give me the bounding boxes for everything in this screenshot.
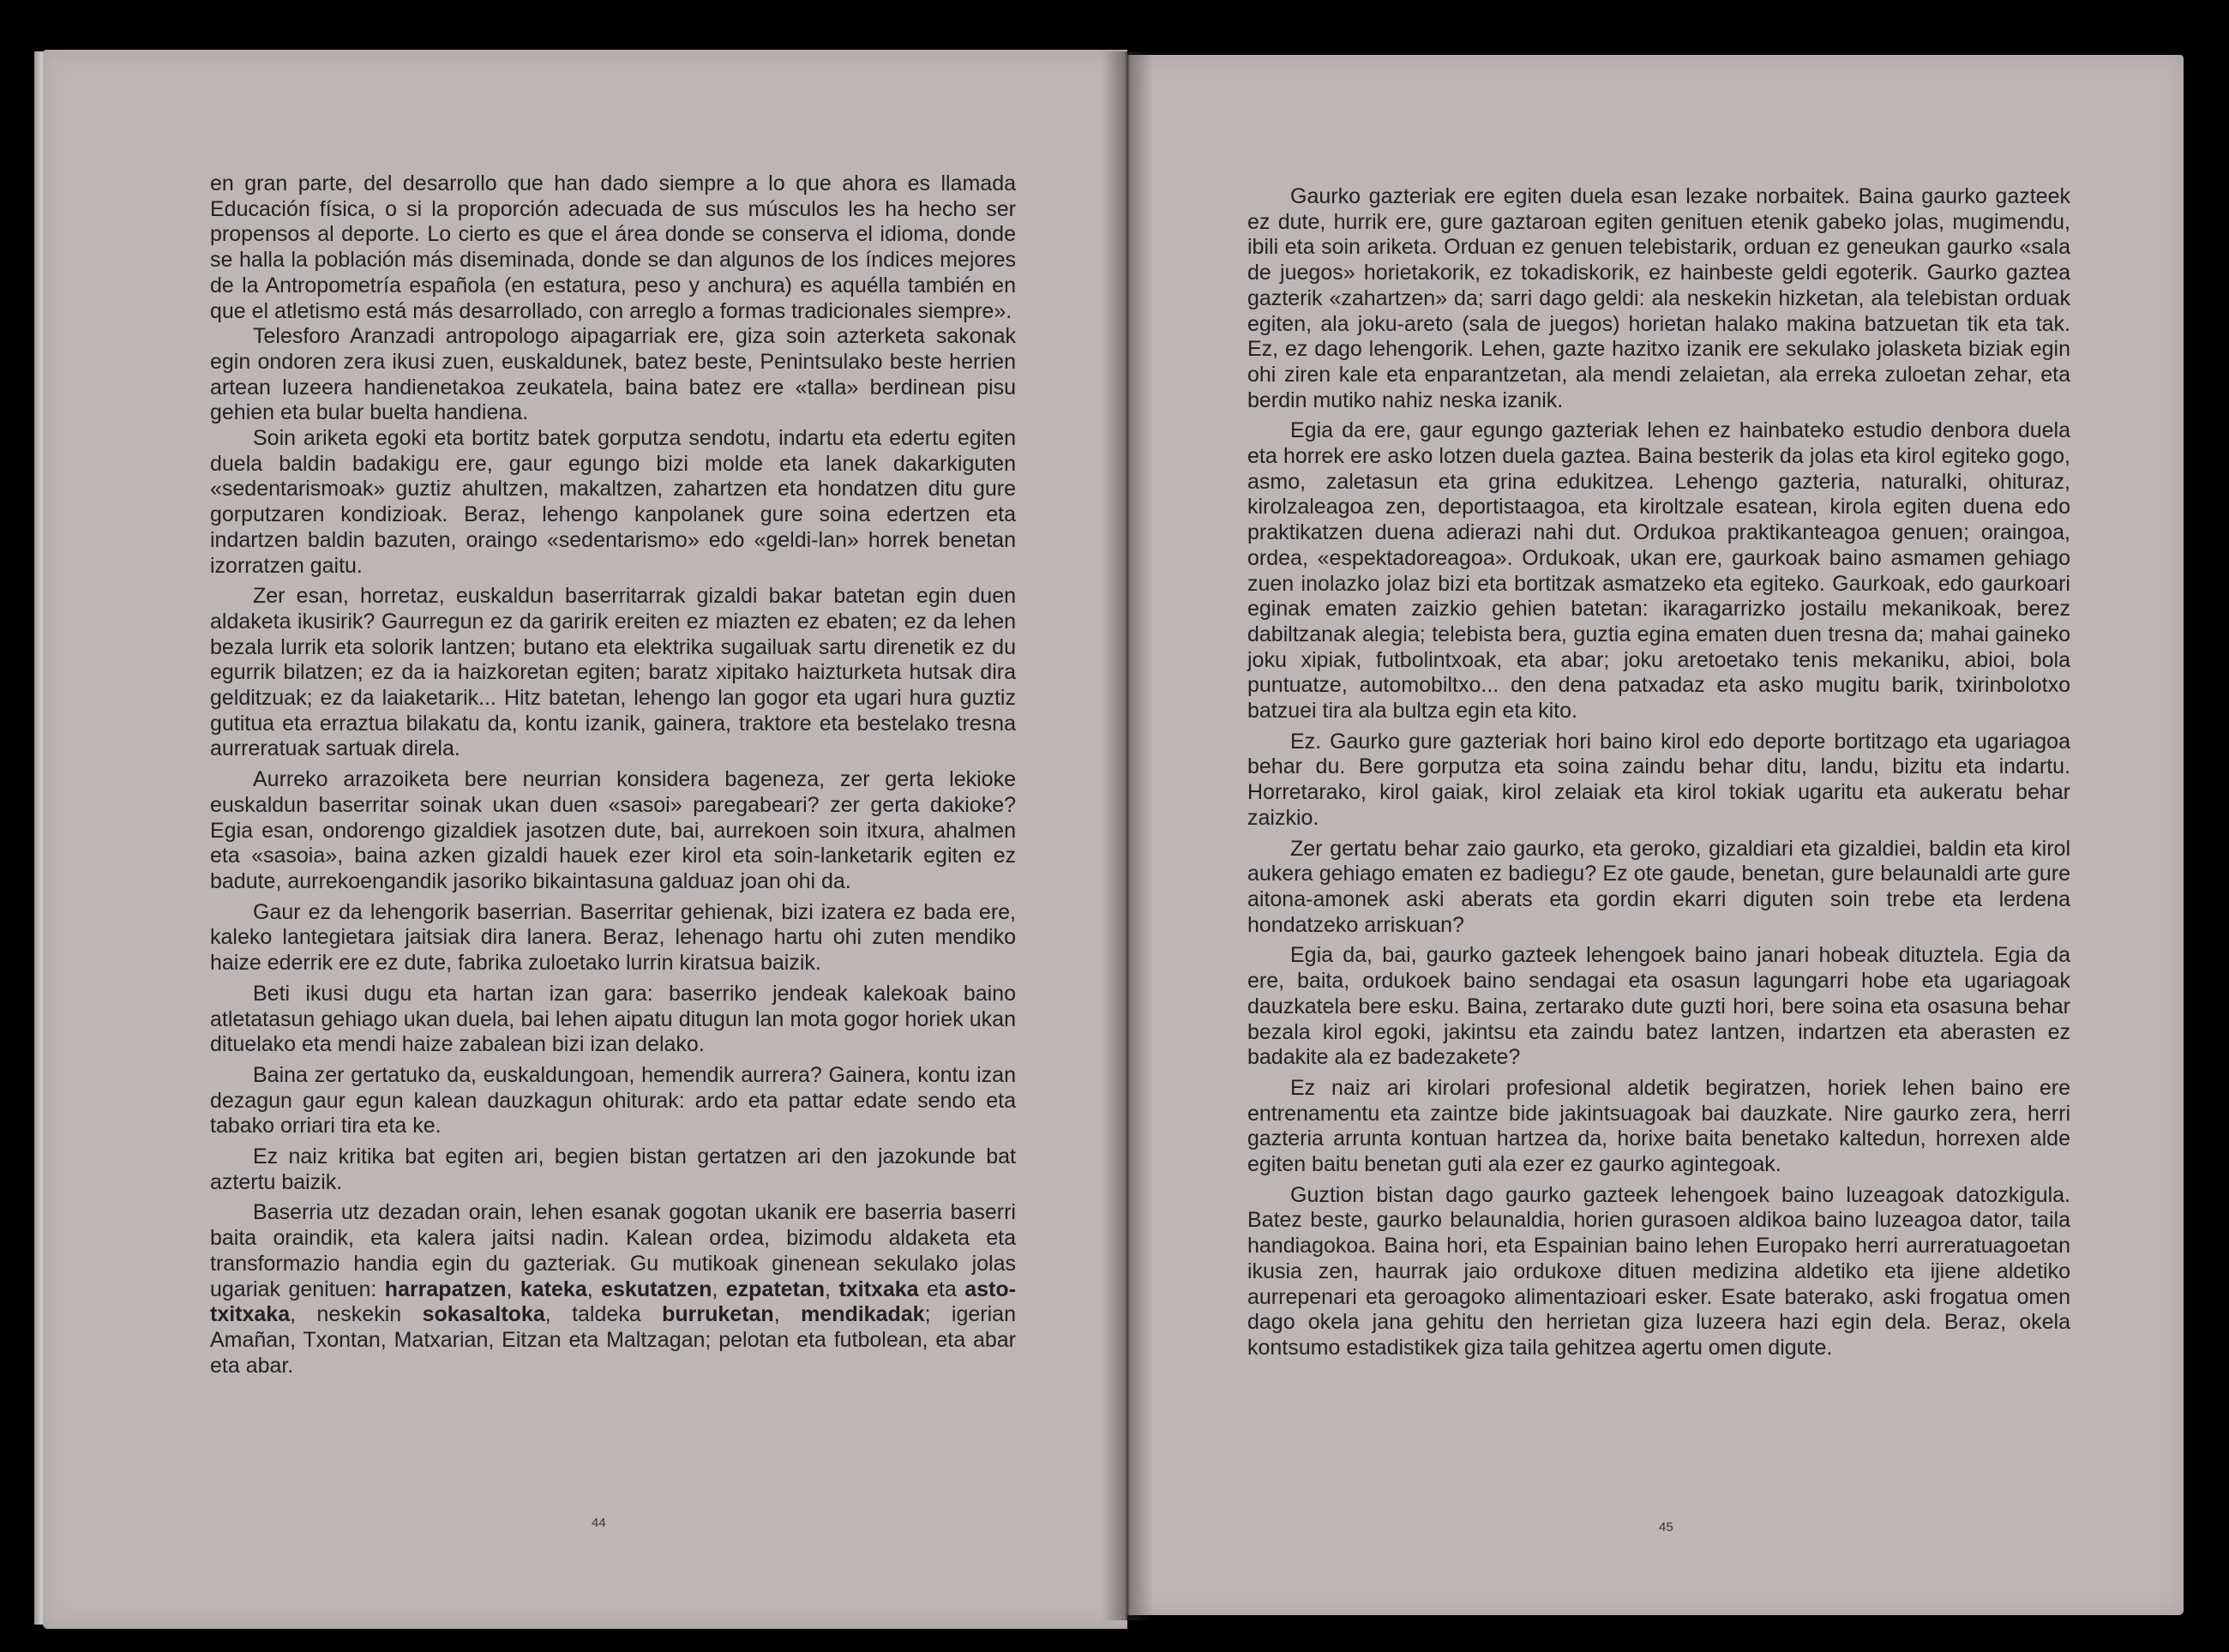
- game-name: kateka: [520, 1277, 587, 1301]
- paragraph: Zer gertatu behar zaio gaurko, eta geroko, gizaldiari eta gizaldiei, baldin eta kirol aukera gehiago ematen ez badiegu? Ez ote gaude, benetan, gure belaunaldi arte gure aitona-amonek aski aberats eta gordin ekarri diguten soin trebe eta lerdena hondatzeko arriskuan?: [1247, 836, 2070, 937]
- right-page-text: [1247, 184, 2070, 1367]
- paragraph: en gran parte, del desarrollo que han dado siempre a lo que ahora es llamada Educación física, o si la proporción adecuada de sus músculos les ha hecho ser propensos al deporte. Lo cierto es que el área donde se conserva el idioma, donde se halla la población más diseminada, donde se dan algunos de los índices mejores de la Antropometría española (en estatura, peso y anchura) es aquélla también en que el atletismo está más desarrollado, con arreglo a formas tradicionales siempre».: [210, 171, 1016, 323]
- paragraph: [210, 1200, 1016, 1379]
- paragraph: Guztion bistan dago gaurko gazteek lehengoek baino luzeagoak datozkigula. Batez beste, gaurko belaunaldia, horien gurasoen aldikoa baino luzeagoa dator, taila handiagokoa. Baina hori, eta Espainian baino lehen Europako herri aurreratuagoetan ikusia zen, haurrak jaio ordukoxe dituen medizina aldetiko eta ijiene aldetiko aurrepenari eta geroagoko alimentazioari esker. Esate baterako, aski frogatua omen dago okela jana gehitu den herrietan giza luzeera hazi egin dela. Beraz, okela kontsumo estadistikek giza taila gehitzea agertu omen digute.: [1247, 1182, 2070, 1360]
- game-name: eskutatzen: [601, 1277, 712, 1301]
- book-gutter: [1102, 51, 1153, 1620]
- paragraph: Ez. Gaurko gure gazteriak hori baino kirol edo deporte bortitzago eta ugariagoa behar du. Bere gorputza eta soina zaindu behar ditu, landu, bizitu eta indartu. Horretarako, kirol gaiak, kirol zelaiak eta kirol tokiak ugaritu eta aukeratu behar zaizkio.: [1247, 729, 2070, 830]
- game-name: ezpatetan: [725, 1277, 826, 1301]
- paragraph-text: Baserria utz dezadan orain, lehen esanak gogotan ukanik ere baserria baserri baita oraindik, eta kalera jaitsi nadin. Kalean ordea, bizimodu aldaketa eta transformazio handia egin du gazteriak. Gu mutikoak ginenean sekulako jolas ugariak genituen:: [210, 1200, 1016, 1301]
- game-name: burruketan: [662, 1302, 774, 1327]
- game-name: txitxaka: [838, 1277, 919, 1301]
- separator: ,: [712, 1277, 726, 1301]
- separator: ,: [586, 1277, 602, 1301]
- paragraph: Egia da, bai, gaurko gazteek lehengoek baino janari hobeak dituztela. Egia da ere, baita, ordukoek baino sendagai eta osasun lagungarri hobe eta ugariagoak dauzkatela bere esku. Baina, zertarako dute guzti hori, bere soina eta osasuna behar bezala kirol egoki, jakintsu eta zaindu batez lantzen, indartzen eta aberasten ez badakite ala ez badezakete?: [1247, 943, 2070, 1070]
- separator: ,: [825, 1277, 839, 1301]
- paragraph: Gaur ez da lehengorik baserrian. Baserritar gehienak, bizi izatera ez bada ere, kaleko lantegietara jaitsiak dira lanera. Beraz, lehenago hartu ohi zuten mendiko haize ederrik ere ez dute, fabrika zuloetako lurrin kiratsua baizik.: [210, 899, 1016, 976]
- paragraph: Ez naiz ari kirolari profesional aldetik begiratzen, horiek lehen baino ere entrenamentu eta zaintze bide jakintsuagoak bai dauzkate. Nire gaurko zera, herri gazteria arrunta kontuan hartzea da, horixe baita benetako kaltedun, horrexen alde egiten baitu benetan guti ala ezer ez gaurko agintegoak.: [1247, 1075, 2070, 1177]
- paragraph: Soin ariketa egoki eta bortitz batek gorputza sendotu, indartu eta edertu egiten duela baldin badakigu ere, gaur egungo bizi molde eta lanek dakarkiguten «sedentarismoak» guztiz ahultzen, makaltzen, zahartzen eta hondatzen ditu gure gorputzaren kondizioak. Beraz, lehengo kanpolanek gure soina edertzen eta indartzen baldin bazuten, oraingo «sedentarismo» edo «geldi-lan» horrek benetan izorratzen gaitu.: [210, 426, 1016, 578]
- separator: , neskekin: [290, 1302, 423, 1327]
- paragraph: Aurreko arrazoiketa bere neurrian konsidera bageneza, zer gerta lekioke euskaldun baserritar soinak ukan duen «sasoi» paregabeari? zer gerta dakioke? Egia esan, ondorengo gizaldiek jasotzen dute, bai, aurrekoen soin itxura, ahalmen eta «sasoia», baina azken gizaldi hauek ezer kirol eta soin-lanketarik egiten ez badute, aurrekoengandik jasoriko bikaintasuna galduaz joan ohi da.: [210, 767, 1016, 893]
- paragraph-text: ; igerian Amañan, Txontan, Matxarian, Eitzan eta Maltzagan; pelotan eta futbolean, eta abar eta abar.: [210, 1302, 1016, 1378]
- paragraph: Gaurko gazteriak ere egiten duela esan lezake norbaitek. Baina gaurko gazteek ez dute, hurrik ere, gure gaztaroan egiten genituen etenik gabeko jolas, mugimendu, ibili eta soin ariketa. Orduan ez genuen telebistarik, orduan ez geneukan gaurko «sala de juegos» horietakorik, ez tokadiskorik, ez hainbeste geldi egoterik. Gaurko gaztea gazterik «zahartzen» da; sarri dago geldi: ala neskekin hizketan, ala telebistan orduak egiten, ala joku-areto (sala de juegos) horietan halako makina batzuetan tik eta tak. Ez, ez dago lehengorik. Lehen, gazte hazitxo izanik ere sekulako jolasketa biziak egin ohi ziren kale eta enparantzetan, ala mendi zelaietan, ala erreka zuloetan zehar, eta berdin mutiko nahiz neska izanik.: [1247, 184, 2070, 412]
- paragraph: Ez naiz kritika bat egiten ari, begien bistan gertatzen ari den jazokunde bat aztertu baizik.: [210, 1144, 1016, 1194]
- game-name: harrapatzen: [384, 1277, 507, 1301]
- paragraph: Baina zer gertatuko da, euskaldungoan, hemendik aurrera? Gainera, kontu izan dezagun gaur egun kalean dauzkagun ohiturak: ardo eta pattar edate sendo eta tabako orriari tira eta ke.: [210, 1062, 1016, 1138]
- paragraph: Egia da ere, gaur egungo gazteriak lehen ez hainbateko estudio denbora duela eta horrek ere asko lotzen duela gaztea. Baina besterik da jolas eta kirol egiteko gogo, asmo, zaletasun eta grina edukitzea. Lehengo gazteria, naturalki, ohituraz, kirolzaleagoa zen, deportistaagoa, eta kiroltzale esatean, kirola egiten duena edo praktikatzen duena adierazi nahi dut. Ordukoa praktikanteagoa genuen; oraingoa, ordea, «espektadoreagoa». Ordukoak, ukan ere, gaurkoak baino asmamen gehiago zuen inolazko jolaz bizi eta bortitzak asmatzeko eta egiteko. Gaurkoak, edo gaurkoari eginak ematen zaizkio gehien batetan: ikaragarrizko jostailu mekanikoak, berez dabiltzanak alegia; telebista bera, guztia egina ematen duen tresna da; mahai gaineko joku xipiak, futbolintxoak, eta abar; joku aretoetako tenis mekaniku, abioi, bola puntuatze, automobiltxo... den dena patxadaz eta asko mugitu barik, txirinbolotxo batzuei tira ala bultza egin eta kito.: [1247, 418, 2070, 724]
- paragraph: Telesforo Aranzadi antropologo aipagarriak ere, giza soin azterketa sakonak egin ondoren zera ikusi zuen, euskaldunek, batez beste, Penintsulako beste herrien artean luzeera handienetakoa zeukatela, baina batez ere «talla» berdinean pisu gehien eta bular buelta handiena.: [210, 324, 1016, 425]
- page-number-left: 44: [592, 1516, 606, 1530]
- paragraph: Beti ikusi dugu eta hartan izan gara: baserriko jendeak kalekoak baino atletatasun gehiago ukan duela, bai lehen aipatu ditugun lan mota gogor horiek ukan dituelako eta mendi haize zabalean bizi izan delako.: [210, 981, 1016, 1057]
- game-name: sokasaltoka: [422, 1302, 545, 1327]
- separator: , taldeka: [544, 1302, 663, 1327]
- paragraph: Zer esan, horretaz, euskaldun baserritarrak gizaldi bakar batetan egin duen aldaketa ikusirik? Gaurregun ez da garirik ereiten ez miazten ez ebaten; ez da lehen bezala lurrik eta solorik lantzen; butano eta elektrika sugailuak sartu direnetik ez du egurrik bilatzen; ez da ia haizkoretan egiten; baratz xipitako haizturketa hutsak dira gelditzuak; ez da laiaketarik... Hitz batetan, lehengo lan gogor eta ugari hura guztiz gutitua eta erraztua bilakatu da, kontu izanik, gainera, traktore eta bestelako tresna aurreratuak sartuak direla.: [210, 584, 1016, 761]
- separator: ,: [506, 1277, 520, 1301]
- left-page-text: [210, 171, 1016, 1384]
- separator: eta: [918, 1277, 965, 1301]
- page-number-right: 45: [1659, 1520, 1673, 1535]
- separator: ,: [773, 1302, 802, 1327]
- game-name: mendikadak: [801, 1302, 925, 1327]
- game-name: asto-txitxaka: [210, 1277, 1016, 1327]
